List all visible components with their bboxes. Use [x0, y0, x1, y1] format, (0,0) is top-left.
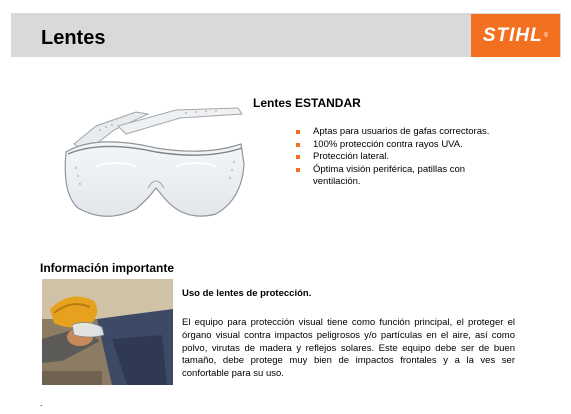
feature-text: Aptas para usuarios de gafas correctoras.	[313, 126, 490, 137]
bullet-icon	[296, 155, 300, 159]
feature-list	[296, 126, 506, 189]
safety-glasses-image	[56, 104, 256, 229]
product-title: Lentes ESTANDAR	[253, 96, 361, 110]
usage-paragraph: El equipo para protección visual tiene como función principal, el proteger el órgano visual contra impactos peligrosos y/o partículas en el aire, así como polvo, virutas de madera y reflejos solares. Este equipo debe ser de buen tamaño, debe protege muy bien de impactos frontales y a la ves ser confortable para su uso.	[182, 317, 515, 380]
feature-item	[296, 126, 506, 139]
footer-mark: .	[40, 398, 43, 408]
feature-item	[296, 164, 506, 189]
worker-photo-image	[42, 279, 173, 385]
logo-text: STIHL	[482, 25, 543, 46]
feature-text: 100% protección contra rayos UVA.	[313, 138, 463, 150]
feature-text: Protección lateral.	[313, 151, 390, 162]
stihl-logo	[471, 14, 560, 57]
feature-item	[296, 151, 506, 164]
page-title: Lentes	[41, 27, 106, 49]
bullet-icon	[296, 130, 300, 134]
feature-text: Óptima visión periférica, patillas con ventilación.	[313, 163, 466, 187]
bullet-icon	[296, 168, 300, 172]
feature-item	[296, 139, 506, 152]
info-heading: Información importante	[40, 261, 175, 275]
logo-registered-mark: ®	[543, 32, 549, 39]
usage-title: Uso de lentes de protección.	[182, 288, 312, 299]
bullet-icon	[296, 143, 300, 147]
